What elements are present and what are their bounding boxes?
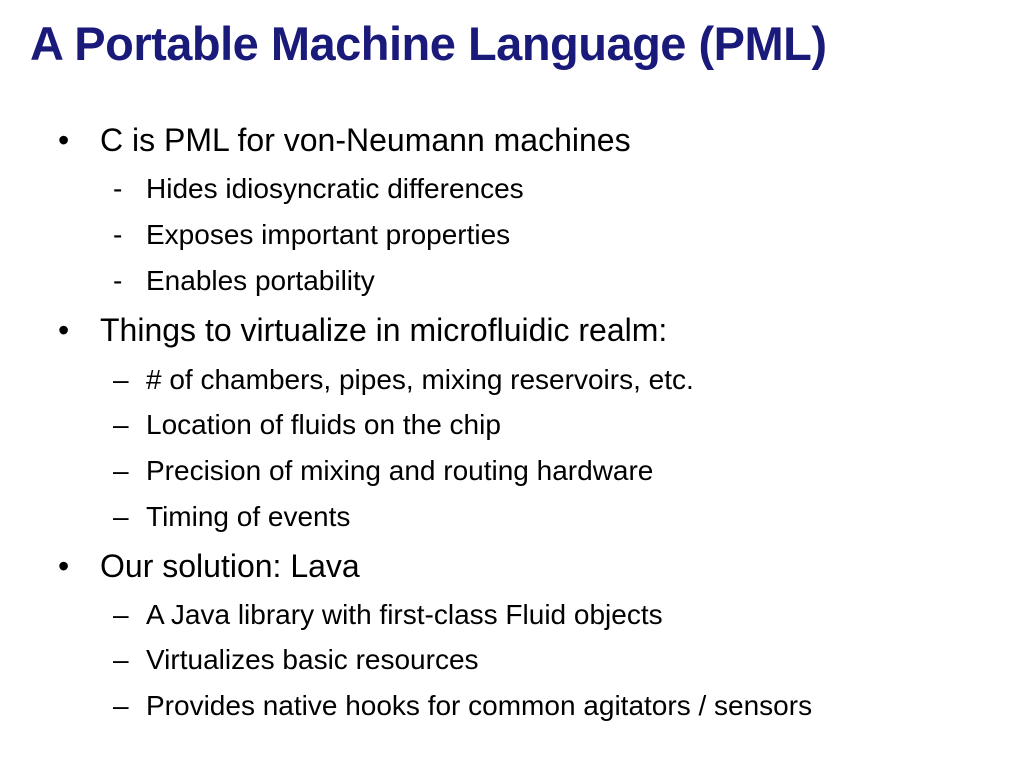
bullet-item bbox=[0, 312, 1023, 352]
sub-item bbox=[0, 599, 1023, 633]
sub-item bbox=[0, 219, 1023, 253]
sub-text: Location of fluids on the chip bbox=[146, 409, 501, 440]
sub-item bbox=[0, 364, 1023, 398]
sub-marker: – bbox=[113, 501, 129, 532]
sub-text: Virtualizes basic resources bbox=[146, 644, 479, 675]
bullet-text: Our solution: Lava bbox=[100, 548, 360, 584]
sub-text: A Java library with first-class Fluid objects bbox=[146, 599, 663, 630]
sub-text: Provides native hooks for common agitators / sensors bbox=[146, 690, 813, 721]
sub-text: Hides idiosyncratic differences bbox=[146, 173, 524, 204]
sub-marker: - bbox=[113, 173, 123, 204]
sub-item bbox=[0, 409, 1023, 443]
sub-text: Enables portability bbox=[146, 265, 375, 296]
sub-item bbox=[0, 173, 1023, 207]
slide-title: A Portable Machine Language (PML) bbox=[30, 17, 827, 70]
sub-text: # of chambers, pipes, mixing reservoirs, etc. bbox=[146, 364, 694, 395]
bullet-marker: • bbox=[58, 548, 70, 584]
sub-marker: – bbox=[113, 690, 129, 721]
bullet-text: Things to virtualize in microfluidic realm: bbox=[100, 312, 668, 348]
bullet-marker: • bbox=[58, 122, 70, 158]
sub-marker: – bbox=[113, 409, 129, 440]
sub-marker: - bbox=[113, 219, 123, 250]
sub-marker: – bbox=[113, 364, 129, 395]
sub-item bbox=[0, 455, 1023, 489]
sub-item bbox=[0, 644, 1023, 678]
sub-marker: – bbox=[113, 599, 129, 630]
bullet-marker: • bbox=[58, 312, 70, 348]
sub-marker: - bbox=[113, 265, 123, 296]
sub-text: Precision of mixing and routing hardware bbox=[146, 455, 654, 486]
sub-text: Exposes important properties bbox=[146, 219, 511, 250]
bullet-text: C is PML for von-Neumann machines bbox=[100, 122, 631, 158]
sub-marker: – bbox=[113, 644, 129, 675]
bullet-item bbox=[0, 548, 1023, 588]
sub-item bbox=[0, 265, 1023, 299]
sub-item bbox=[0, 690, 1023, 724]
bullet-item bbox=[0, 122, 1023, 162]
sub-text: Timing of events bbox=[146, 501, 351, 532]
sub-item bbox=[0, 501, 1023, 535]
sub-marker: – bbox=[113, 455, 129, 486]
